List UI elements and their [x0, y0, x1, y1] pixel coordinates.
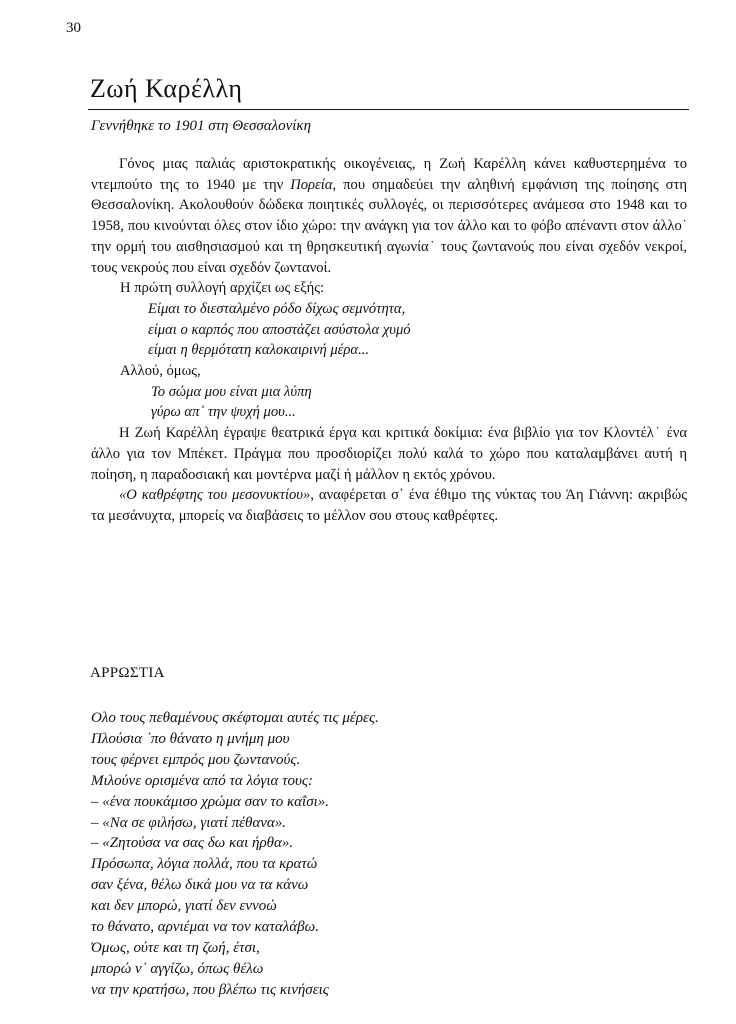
biography: [91, 154, 687, 527]
poem-line: Πλούσια ᾽πο θάνατο η μνήμη μου: [91, 730, 290, 747]
birth-line: Γεννήθηκε το 1901 στη Θεσσαλονίκη: [91, 118, 312, 134]
poem-line: να την κρατήσω, που βλέπω τις κινήσεις: [91, 981, 329, 998]
poem-line: και δεν μπορώ, γιατί δεν εννοώ: [91, 898, 277, 915]
poem-line: Όμως, ούτε και τη ζωή, έτσι,: [91, 939, 260, 956]
quote-line: Είμαι το διεσταλμένο ρόδο δίχως σεμνότητα,: [148, 300, 406, 317]
poem-line: Ολο τους πεθαμένους σκέφτομαι αυτές τις μέρες.: [91, 710, 379, 726]
poem-body: [91, 708, 379, 1001]
author-heading: Ζωή Καρέλλη: [90, 74, 243, 103]
quote-line: είμαι η θερμότατη καλοκαιρινή μέρα...: [148, 342, 370, 359]
poem-line: – «Να σε φιλήσω, γιατί πέθανα».: [91, 814, 287, 831]
poem-reference: «Ο καθρέφτης του μεσονυκτίου»: [119, 487, 311, 504]
bio-paragraph-3: «Ο καθρέφτης του μεσονυκτίου», αναφέρεται σ᾽ ένα έθιμο της νύκτας του Άη Γιάννη: ακριβώς τα μεσάνυχτα, μπορείς να διαβάσεις το μέλλον σου στους καθρέφτες.: [91, 487, 687, 524]
quote-line: Το σώμα μου είναι μια λύπη: [151, 383, 312, 400]
poem-line: – «Ζητούσα να σας δω και ήρθα».: [91, 835, 294, 852]
poem-line: Μιλούνε ορισμένα από τα λόγια τους:: [91, 772, 314, 789]
quote-line: είμαι ο καρπός που αποστάζει ασύστολα χυμό: [148, 321, 411, 338]
poem-line: το θάνατο, αρνιέμαι να τον καταλάβω.: [91, 919, 319, 936]
quote-intro-2: Αλλού, όμως,: [120, 363, 201, 380]
heading-rule: [88, 109, 689, 110]
work-title: Πορεία: [290, 176, 333, 193]
bio-paragraph-2: Η Ζωή Καρέλλη έγραψε θεατρικά έργα και κριτικά δοκίμια: ένα βιβλίο για τον Κλοντέλ˙ ένα άλλο για τον Μπέκετ. Πράγμα που προσδιορίζει πολύ καλά το χώρο που καταλαμβάνει αυτή η ποίηση, η παραδοσιακή και μοντέρνα μαζί ή μάλλον η εκτός χρόνου.: [91, 425, 687, 483]
poem-line: – «ένα πουκάμισο χρώμα σαν το καΐσι».: [91, 793, 330, 810]
poem-line: τους φέρνει εμπρός μου ζωντανούς.: [91, 751, 301, 768]
bio-paragraph-1: Γόνος μιας παλιάς αριστοκρατικής οικογένειας, η Ζωή Καρέλλη κάνει καθυστερημένα το ντεμπούτο της το 1940 με την Πορεία, που σημαδεύει την αληθινή εμφάνιση της ποίησης στη Θεσσαλονίκη. Ακολουθούν δώδεκα ποιητικές συλλογές, οι περισσότερες ανάμεσα στο 1948 και το 1958, που κινούνται όλες στον ίδιο χώρο: την ανάγκη για τον άλλο και το φόβο απέναντι στον άλλο˙ την ορμή του αισθησιασμού και τη θρησκευτική αγωνία˙ τους ζωντανούς που είναι σχεδόν νεκροί, τους νεκρούς που είναι σχεδόν ζωντανοί.: [91, 156, 687, 276]
poem-line: σαν ξένα, θέλω δικά μου να τα κάνω: [91, 877, 309, 894]
quote-line: γύρω απ᾽ την ψυχή μου...: [151, 404, 296, 421]
poem-title: ΑΡΡΩΣΤΙΑ: [90, 665, 165, 681]
quote-intro-1: Η πρώτη συλλογή αρχίζει ως εξής:: [120, 280, 325, 297]
page-number: 30: [66, 20, 81, 36]
poem-line: μπορώ ν᾽ αγγίζω, όπως θέλω: [91, 960, 264, 977]
poem-line: Πρόσωπα, λόγια πολλά, που τα κρατώ: [91, 856, 318, 873]
